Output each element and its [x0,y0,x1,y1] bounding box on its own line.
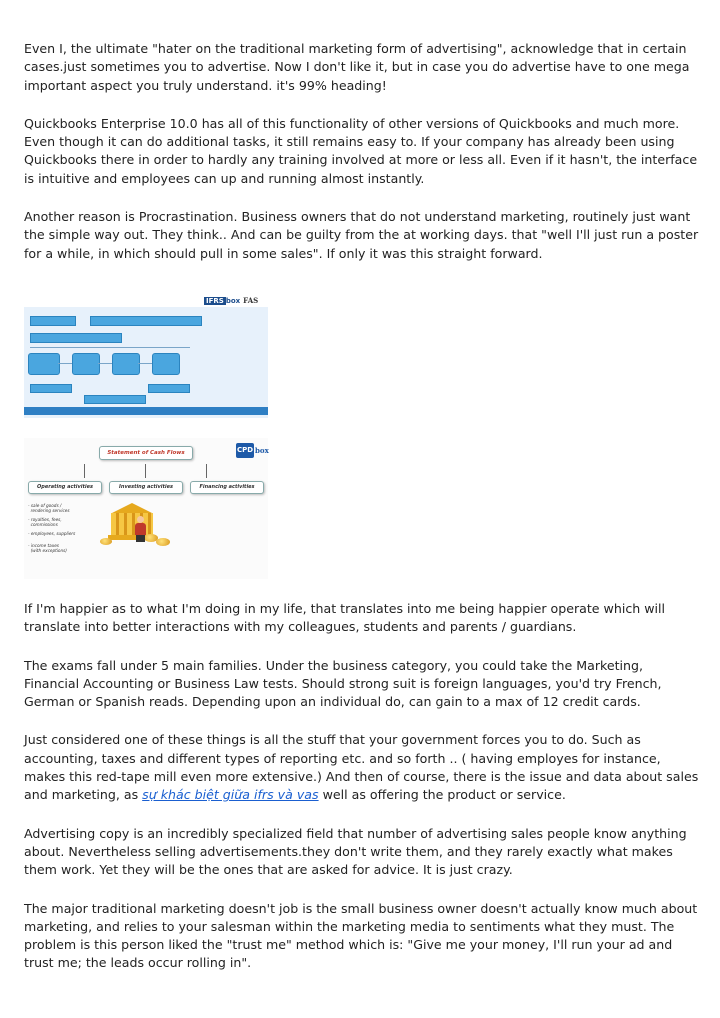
diagram-title: Statement of Cash Flows [99,446,193,460]
flowchart-line [98,363,112,364]
arrow-line [84,464,85,478]
coin-icon [100,538,112,545]
flowchart-line [30,347,190,348]
paragraph-6-text: Just considered one of these things is all the stuff that your government forces you to do. Such as accounting, taxes and different types of reporting etc. and so forth .. ( having employes for instance, makes this red-tape mill even more extensive.) And then of course, there is the issue and data about sales and marketing, as [24,732,699,803]
paragraph-8: The major traditional marketing doesn't job is the small business owner doesn't actually know much about marketing, and relies to your salesman within the marketing media to sentiments what they must. The problem is this person liked the "trust me" method which is: "Give me your money, I'll run your ad and trust me; the leads occur rolling in". [24,900,698,971]
article-body-continued [24,600,699,993]
ifrs-vas-link[interactable]: sự khác biệt giữa ifrs và vas [142,787,319,803]
person-icon [134,516,146,542]
flowchart-box [30,384,72,393]
logo-box: box [225,297,241,305]
operating-item: - royalties, fees, commissions [28,517,62,527]
coin-icon [156,538,170,546]
flowchart-decision [72,353,100,375]
paragraph-2: Quickbooks Enterprise 10.0 has all of this functionality of other versions of Quickbooks and much more. Even though it can do additional tasks, it still remains easy to. If your company has already been using Quickbooks there in order to hardly any training involved at more or less all. Even if it hasn't, the interface is intuitive and employees can up and running almost instantly. [24,115,698,186]
cpd-box-logo [236,441,269,460]
operating-item: - employees, suppliers [28,531,76,536]
paragraph-7: Advertising copy is an incredibly specialized field that number of advertising sales people know anything about. Nevertheless selling advertisements.they don't write them, and they rarely exactly what makes them work. Yet they will be the ones that are asked for advice. It is just crazy. [24,825,687,878]
flowchart-box [30,333,122,343]
paragraph-4: If I'm happier as to what I'm doing in my life, that translates into me being happier operate which will translate into better interactions with my colleagues, students and parents / guardians. [24,601,666,635]
flowchart-box [90,316,202,326]
flowchart-box [148,384,190,393]
paragraph-6-tail: well as offering the product or service. [318,787,566,803]
logo-cpd: CPD [236,443,254,458]
flowchart-decision [112,353,140,375]
flowchart-line [58,363,72,364]
article-body [24,40,699,283]
arrow-line [206,464,207,478]
logo-ifrs: IFRS [206,297,224,305]
paragraph-6 [24,731,699,804]
flowchart-decision [152,353,180,375]
category-investing: Investing activities [109,481,183,494]
flowchart-box [30,316,76,326]
flowchart-footer-bar [24,407,268,415]
flowchart-box [84,395,146,404]
logo-fas: FAS [243,296,259,305]
cash-flows-diagram-image [24,438,268,579]
logo-box: box [255,446,269,455]
operating-item: - sale of goods / rendering services [28,503,70,513]
arrow-line [145,464,146,478]
flowchart-line [138,363,152,364]
category-financing: Financing activities [190,481,264,494]
ifrs-box-logo [204,296,258,305]
paragraph-5: The exams fall under 5 main families. Under the business category, you could take the Marketing, Financial Accounting or Business Law tests. Should strong suit is foreign languages, you'd try French, German or Spanish reads. Depending upon an individual do, can gain to a max of 12 credit cards. [24,657,662,710]
flowchart-decision [28,353,60,375]
ifrs-flowchart-image [24,287,268,418]
paragraph-3: Another reason is Procrastination. Business owners that do not understand marketing, routinely just want the simple way out. They think.. And can be guilty from the at working days. that "well I'll just run a poster for a while, in which should pull in some sales". If only it was this straight forward. [24,209,699,261]
category-operating: Operating activities [28,481,102,494]
operating-item: - income taxes (with exceptions) [28,543,67,553]
paragraph-1: Even I, the ultimate "hater on the traditional marketing form of advertising", acknowledge that in certain cases.just sometimes you to advertise. Now I don't like it, but in case you do advertise have to one mega important aspect you truly understand. it's 99% heading! [24,41,690,93]
